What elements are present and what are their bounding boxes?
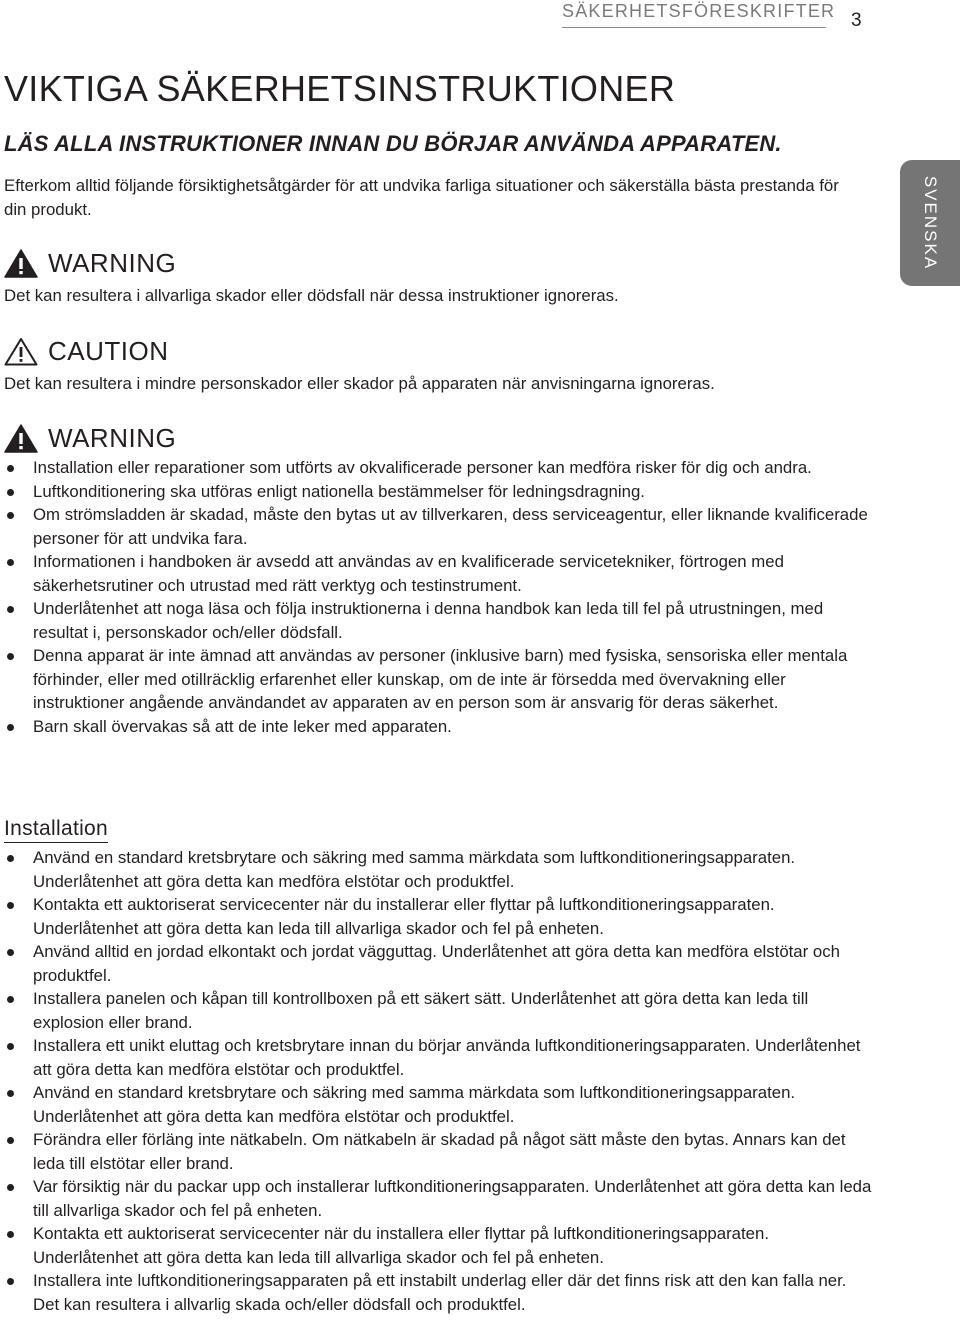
warning-heading [4, 248, 176, 279]
list-item: Kontakta ett auktoriserat servicecenter när du installerar eller flyttar på luftkonditioneringsapparaten. Underlåtenhet att göra detta kan leda till allvarliga skador och fel på enheten. [4, 893, 874, 940]
list-item: Luftkonditionering ska utföras enligt nationella bestämmelser för ledningsdragning. [4, 480, 874, 504]
list-item: Installera panelen och kåpan till kontrollboxen på ett säkert sätt. Underlåtenhet att göra detta kan leda till explosion eller brand. [4, 987, 874, 1034]
list-item: Förändra eller förläng inte nätkabeln. Om nätkabeln är skadad på något sätt måste den bytas. Annars kan det leda till elstötar eller brand. [4, 1128, 874, 1175]
installation-heading: Installation [4, 816, 108, 843]
language-tab [900, 160, 960, 286]
warning-heading-2 [4, 423, 176, 454]
language-tab-label: SVENSKA [921, 175, 940, 271]
installation-list [4, 846, 874, 1316]
list-item: Installation eller reparationer som utförts av okvalificerade personer kan medföra risker för dig och andra. [4, 456, 874, 480]
list-item: Barn skall övervakas så att de inte leker med apparaten. [4, 715, 874, 739]
list-item: Var försiktig när du packar upp och installerar luftkonditioneringsapparaten. Underlåtenhet att göra detta kan leda till allvarliga skador och fel på enheten. [4, 1175, 874, 1222]
caution-outline-icon [4, 337, 38, 366]
warning-label: WARNING [48, 423, 177, 453]
list-item: Denna apparat är inte ämnad att användas av personer (inklusive barn) med fysiska, sensoriska eller mentala förhinder, eller med otillräcklig erfarenhet eller kunskap, om de inte är försedda med övervakning eller instruktioner angående användandet av apparaten av en person som är ansvarig för deras säkerhet. [4, 644, 874, 715]
list-item: Använd en standard kretsbrytare och säkring med samma märkdata som luftkonditioneringsapparaten. Underlåtenhet att göra detta kan medföra elstötar och produktfel. [4, 846, 874, 893]
warning-text: Det kan resultera i allvarliga skador eller dödsfall när dessa instruktioner ignoreras. [4, 286, 619, 305]
list-item: Underlåtenhet att noga läsa och följa instruktionerna i denna handbok kan leda till fel på utrustningen, med resultat i, personskador och/eller dödsfall. [4, 597, 874, 644]
page-title: VIKTIGA SÄKERHETSINSTRUKTIONER [4, 68, 676, 109]
caution-label: CAUTION [48, 336, 169, 366]
caution-text: Det kan resultera i mindre personskador eller skador på apparaten när anvisningarna ignoreras. [4, 374, 715, 393]
list-item: Informationen i handboken är avsedd att användas av en kvalificerade servicetekniker, förtrogen med säkerhetsrutiner och utrustad med rätt verktyg och testinstrument. [4, 550, 874, 597]
list-item: Kontakta ett auktoriserat servicecenter när du installera eller flyttar på luftkonditioneringsapparaten. Underlåtenhet att göra detta kan leda till allvarliga skador och fel på enheten. [4, 1222, 874, 1269]
list-item: Använd alltid en jordad elkontakt och jordat vägguttag. Underlåtenhet att göra detta kan medföra elstötar och produktfel. [4, 940, 874, 987]
list-item: Installera inte luftkonditioneringsapparaten på ett instabilt underlag eller där det finns risk att den kan falla ner. Det kan resultera i allvarlig skada och/eller dödsfall och produktfel. [4, 1269, 874, 1316]
list-item: Använd en standard kretsbrytare och säkring med samma märkdata som luftkonditioneringsapparaten. Underlåtenhet att göra detta kan medföra elstötar och produktfel. [4, 1081, 874, 1128]
warning-filled-icon [4, 424, 38, 453]
list-item: Om strömsladden är skadad, måste den bytas ut av tillverkaren, dess serviceagentur, eller liknande kvalificerade personer för att undvika fara. [4, 503, 874, 550]
intro-paragraph: Efterkom alltid följande försiktighetsåtgärder för att undvika farliga situationer och säkerställa bästa prestanda för din produkt. [4, 176, 839, 219]
warning-filled-icon [4, 249, 38, 278]
page-number: 3 [851, 10, 862, 31]
warning-label: WARNING [48, 248, 177, 278]
list-item: Installera ett unikt eluttag och kretsbrytare innan du börjar använda luftkonditioneringsapparaten. Underlåtenhet att göra detta kan medföra elstötar och produktfel. [4, 1034, 874, 1081]
caution-heading [4, 336, 169, 367]
warning-list [4, 456, 874, 738]
page-subtitle: LÄS ALLA INSTRUKTIONER INNAN DU BÖRJAR ANVÄNDA APPARATEN. [4, 131, 782, 156]
running-header: SÄKERHETSFÖRESKRIFTER [562, 1, 826, 28]
